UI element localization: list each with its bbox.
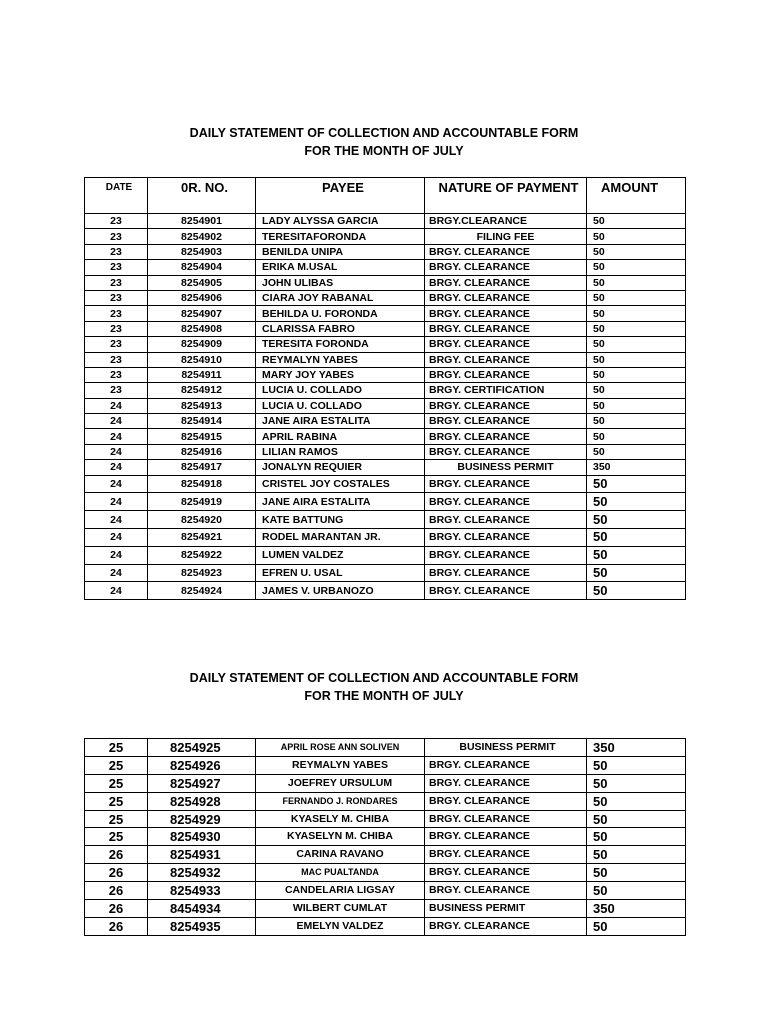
date-cell: 24 [85,429,148,444]
amount-cell: 50 [587,564,686,582]
nature-cell: BRGY. CLEARANCE [425,882,587,900]
nature-cell: BRGY. CLEARANCE [425,792,587,810]
amount-cell: 50 [587,846,686,864]
nature-cell: BRGY. CLEARANCE [425,774,587,792]
date-cell: 24 [85,564,148,582]
amount-cell: 50 [587,275,686,290]
payee-cell: BENILDA UNIPA [256,244,425,259]
or-no-cell: 8254907 [148,306,256,321]
or-no-cell: 8254910 [148,352,256,367]
or-no-cell: 8254912 [148,383,256,398]
date-cell: 24 [85,460,148,475]
amount-cell: 50 [587,290,686,305]
amount-cell: 50 [587,398,686,413]
payee-cell: JAMES V. URBANOZO [256,582,425,600]
amount-cell: 50 [587,917,686,935]
payee-cell: LADY ALYSSA GARCIA [256,214,425,229]
amount-cell: 350 [587,739,686,757]
table-row [85,260,686,275]
date-cell: 26 [85,882,148,900]
or-no-cell: 8254932 [148,864,256,882]
payee-cell: MARY JOY YABES [256,367,425,382]
payee-cell: APRIL RABINA [256,429,425,444]
date-cell: 24 [85,493,148,511]
or-no-cell: 8254935 [148,917,256,935]
or-no-cell: 8254904 [148,260,256,275]
or-no-cell: 8254914 [148,414,256,429]
amount-cell: 50 [587,321,686,336]
table-header-row [85,178,686,214]
payee-cell: WILBERT CUMLAT [256,900,425,918]
date-cell: 25 [85,739,148,757]
or-no-cell: 8254905 [148,275,256,290]
amount-cell: 50 [587,414,686,429]
table-row [85,828,686,846]
header-or-no: 0R. NO. [148,178,256,214]
or-no-cell: 8254927 [148,774,256,792]
statement-title-1 [0,124,768,160]
amount-cell: 50 [587,352,686,367]
payee-cell: MAC PUALTANDA [256,864,425,882]
date-cell: 23 [85,352,148,367]
table-row [85,582,686,600]
payee-cell: CARINA RAVANO [256,846,425,864]
amount-cell: 50 [587,337,686,352]
nature-cell: BRGY.CLEARANCE [425,214,587,229]
nature-cell: FILING FEE [425,229,587,244]
amount-cell: 50 [587,214,686,229]
nature-cell: BRGY. CLEARANCE [425,564,587,582]
nature-cell: BRGY. CLEARANCE [425,546,587,564]
table-row [85,460,686,475]
or-no-cell: 8254929 [148,810,256,828]
amount-cell: 50 [587,774,686,792]
table-row [85,564,686,582]
nature-cell: BRGY. CLEARANCE [425,810,587,828]
amount-cell: 50 [587,882,686,900]
date-cell: 25 [85,828,148,846]
or-no-cell: 8254925 [148,739,256,757]
amount-cell: 50 [587,367,686,382]
nature-cell: BRGY. CLEARANCE [425,917,587,935]
payee-cell: KATE BATTUNG [256,511,425,529]
amount-cell: 50 [587,383,686,398]
payee-cell: APRIL ROSE ANN SOLIVEN [256,739,425,757]
header-nature: NATURE OF PAYMENT [425,178,587,214]
amount-cell: 50 [587,244,686,259]
nature-cell: BRGY. CLEARANCE [425,321,587,336]
payee-cell: JOEFREY URSULUM [256,774,425,792]
payee-cell: KYASELYN M. CHIBA [256,828,425,846]
payee-cell: JOHN ULIBAS [256,275,425,290]
title-line-2: FOR THE MONTH OF JULY [304,689,464,703]
or-no-cell: 8254918 [148,475,256,493]
title-line-1: DAILY STATEMENT OF COLLECTION AND ACCOUNTABLE FORM [189,126,579,140]
table-row [85,546,686,564]
nature-cell: BRGY. CLEARANCE [425,260,587,275]
payee-cell: CLARISSA FABRO [256,321,425,336]
table-row [85,739,686,757]
nature-cell: BUSINESS PERMIT [425,739,587,757]
or-no-cell: 8254920 [148,511,256,529]
or-no-cell: 8254906 [148,290,256,305]
payee-cell: REYMALYN YABES [256,756,425,774]
table-row [85,306,686,321]
table-row [85,774,686,792]
or-no-cell: 8254923 [148,564,256,582]
amount-cell: 50 [587,511,686,529]
table-row [85,900,686,918]
table-row [85,475,686,493]
or-no-cell: 8254926 [148,756,256,774]
payee-cell: BEHILDA U. FORONDA [256,306,425,321]
or-no-cell: 8254911 [148,367,256,382]
table-row [85,229,686,244]
payee-cell: REYMALYN YABES [256,352,425,367]
table-row [85,792,686,810]
date-cell: 26 [85,917,148,935]
table-row [85,367,686,382]
date-cell: 25 [85,774,148,792]
date-cell: 26 [85,864,148,882]
date-cell: 23 [85,321,148,336]
nature-cell: BRGY. CLEARANCE [425,582,587,600]
amount-cell: 50 [587,493,686,511]
statement-title-2 [0,669,768,705]
date-cell: 23 [85,290,148,305]
payee-cell: JANE AIRA ESTALITA [256,493,425,511]
payee-cell: LUCIA U. COLLADO [256,398,425,413]
table-row [85,244,686,259]
nature-cell: BRGY. CLEARANCE [425,414,587,429]
table-row [85,810,686,828]
amount-cell: 50 [587,529,686,547]
amount-cell: 50 [587,444,686,459]
date-cell: 23 [85,214,148,229]
date-cell: 26 [85,846,148,864]
table-row [85,352,686,367]
nature-cell: BRGY. CLEARANCE [425,337,587,352]
amount-cell: 50 [587,582,686,600]
payee-cell: LILIAN RAMOS [256,444,425,459]
payee-cell: EFREN U. USAL [256,564,425,582]
payee-cell: EMELYN VALDEZ [256,917,425,935]
nature-cell: BRGY. CLEARANCE [425,529,587,547]
nature-cell: BUSINESS PERMIT [425,460,587,475]
date-cell: 23 [85,244,148,259]
table-row [85,214,686,229]
amount-cell: 50 [587,792,686,810]
table-row [85,917,686,935]
table-row [85,290,686,305]
nature-cell: BRGY. CLEARANCE [425,511,587,529]
table-row [85,321,686,336]
date-cell: 24 [85,414,148,429]
collection-table-2 [84,738,686,936]
date-cell: 23 [85,383,148,398]
date-cell: 23 [85,229,148,244]
table-row [85,882,686,900]
date-cell: 24 [85,546,148,564]
payee-cell: KYASELY M. CHIBA [256,810,425,828]
nature-cell: BRGY. CLEARANCE [425,275,587,290]
amount-cell: 50 [587,260,686,275]
amount-cell: 50 [587,828,686,846]
payee-cell: CRISTEL JOY COSTALES [256,475,425,493]
or-no-cell: 8254930 [148,828,256,846]
date-cell: 25 [85,792,148,810]
date-cell: 23 [85,367,148,382]
nature-cell: BUSINESS PERMIT [425,900,587,918]
nature-cell: BRGY. CLEARANCE [425,864,587,882]
title-line-1: DAILY STATEMENT OF COLLECTION AND ACCOUNTABLE FORM [189,671,579,685]
payee-cell: CANDELARIA LIGSAY [256,882,425,900]
or-no-cell: 8254919 [148,493,256,511]
or-no-cell: 8254921 [148,529,256,547]
date-cell: 24 [85,444,148,459]
amount-cell: 50 [587,810,686,828]
nature-cell: BRGY. CLEARANCE [425,828,587,846]
header-payee: PAYEE [256,178,425,214]
amount-cell: 50 [587,546,686,564]
nature-cell: BRGY. CLEARANCE [425,429,587,444]
payee-cell: ERIKA M.USAL [256,260,425,275]
table-row [85,414,686,429]
date-cell: 24 [85,398,148,413]
date-cell: 23 [85,275,148,290]
payee-cell: JONALYN REQUIER [256,460,425,475]
or-no-cell: 8254902 [148,229,256,244]
date-cell: 23 [85,260,148,275]
amount-cell: 50 [587,306,686,321]
payee-cell: LUCIA U. COLLADO [256,383,425,398]
date-cell: 23 [85,337,148,352]
nature-cell: BRGY. CLEARANCE [425,306,587,321]
nature-cell: BRGY. CLEARANCE [425,475,587,493]
or-no-cell: 8254903 [148,244,256,259]
date-cell: 24 [85,529,148,547]
nature-cell: BRGY. CLEARANCE [425,352,587,367]
or-no-cell: 8254901 [148,214,256,229]
table-row [85,429,686,444]
or-no-cell: 8254922 [148,546,256,564]
amount-cell: 50 [587,756,686,774]
nature-cell: BRGY. CLEARANCE [425,244,587,259]
nature-cell: BRGY. CLEARANCE [425,444,587,459]
nature-cell: BRGY. CLEARANCE [425,493,587,511]
payee-cell: RODEL MARANTAN JR. [256,529,425,547]
amount-cell: 50 [587,864,686,882]
table-row [85,846,686,864]
nature-cell: BRGY. CLEARANCE [425,756,587,774]
table-row [85,444,686,459]
nature-cell: BRGY. CLEARANCE [425,398,587,413]
table-row [85,511,686,529]
date-cell: 26 [85,900,148,918]
amount-cell: 350 [587,900,686,918]
or-no-cell: 8454934 [148,900,256,918]
or-no-cell: 8254931 [148,846,256,864]
or-no-cell: 8254917 [148,460,256,475]
date-cell: 25 [85,810,148,828]
or-no-cell: 8254928 [148,792,256,810]
amount-cell: 50 [587,229,686,244]
table-row [85,275,686,290]
payee-cell: JANE AIRA ESTALITA [256,414,425,429]
or-no-cell: 8254924 [148,582,256,600]
amount-cell: 50 [587,429,686,444]
table-row [85,398,686,413]
payee-cell: TERESITAFORONDA [256,229,425,244]
nature-cell: BRGY. CLEARANCE [425,846,587,864]
or-no-cell: 8254915 [148,429,256,444]
header-amount: AMOUNT [587,178,686,214]
table-row [85,493,686,511]
table-row [85,864,686,882]
table-row [85,529,686,547]
collection-table-1 [84,177,686,600]
date-cell: 23 [85,306,148,321]
or-no-cell: 8254916 [148,444,256,459]
or-no-cell: 8254913 [148,398,256,413]
payee-cell: FERNANDO J. RONDARES [256,792,425,810]
or-no-cell: 8254933 [148,882,256,900]
date-cell: 24 [85,475,148,493]
date-cell: 24 [85,511,148,529]
nature-cell: BRGY. CLEARANCE [425,290,587,305]
date-cell: 25 [85,756,148,774]
amount-cell: 350 [587,460,686,475]
payee-cell: LUMEN VALDEZ [256,546,425,564]
or-no-cell: 8254908 [148,321,256,336]
table-row [85,383,686,398]
nature-cell: BRGY. CLEARANCE [425,367,587,382]
amount-cell: 50 [587,475,686,493]
table-row [85,756,686,774]
payee-cell: CIARA JOY RABANAL [256,290,425,305]
or-no-cell: 8254909 [148,337,256,352]
date-cell: 24 [85,582,148,600]
payee-cell: TERESITA FORONDA [256,337,425,352]
table-row [85,337,686,352]
title-line-2: FOR THE MONTH OF JULY [304,144,464,158]
header-date: DATE [85,178,148,214]
nature-cell: BRGY. CERTIFICATION [425,383,587,398]
